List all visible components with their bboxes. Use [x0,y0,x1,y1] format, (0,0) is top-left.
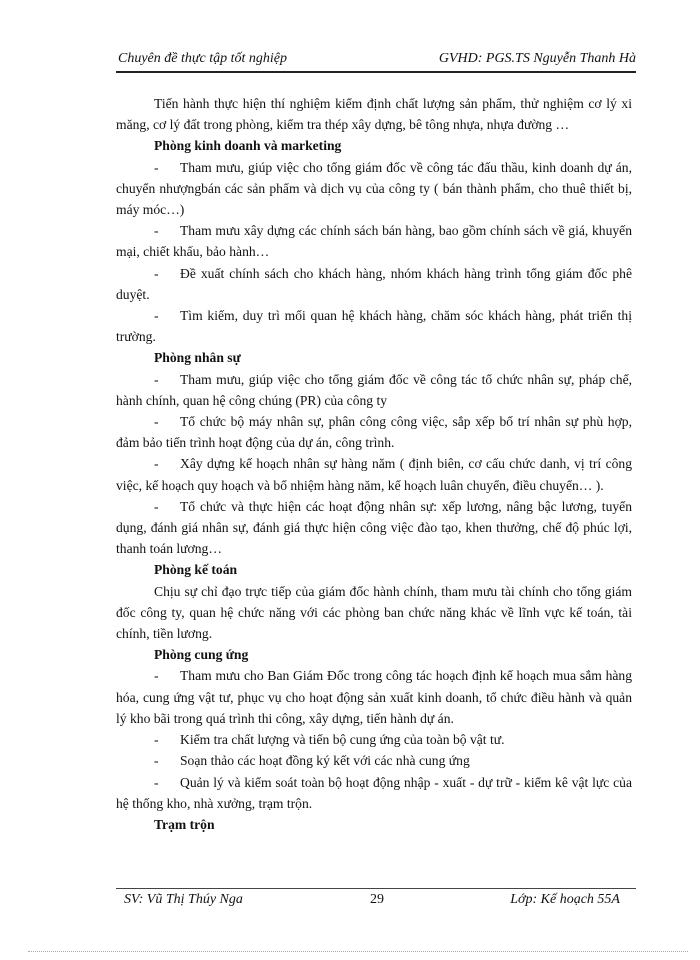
page-break-divider [28,951,688,952]
section-heading-mixing-station: Trạm trộn [154,816,215,832]
list-item-text: Quản lý và kiểm soát toàn bộ hoạt động nhập - xuất - dự trữ - kiểm kê vật lực của hệ thống kho, nhà xưởng, trạm trộn. [116,774,632,811]
list-item-text: Soạn thảo các hoạt đồng ký kết với các nhà cung ứng [180,753,470,769]
list-item [116,305,632,347]
page-number: 29 [370,892,384,907]
list-item-text: Tham mưu xây dựng các chính sách bán hàng, bao gồm chính sách về giá, khuyến mại, chiết khấu, bảo hành… [116,223,632,260]
list-item [116,729,632,750]
footer-class-name: Lớp: Kế hoạch 55A [510,892,620,907]
section-heading-accounting: Phòng kế toán [154,562,238,578]
list-item [116,157,632,221]
list-item [116,369,632,411]
list-item [116,453,632,495]
accounting-paragraph: Chịu sự chỉ đạo trực tiếp của giám đốc hành chính, tham mưu tài chính cho tổng giám đốc công ty, quan hệ chức năng với các phòng ban chức năng khác về lĩnh vực kế toán, tài chính, tiền lương. [116,583,632,642]
dash-bullet: - [154,668,159,684]
list-item-text: Xây dựng kế hoạch nhân sự hàng năm ( định biên, cơ cấu chức danh, vị trí công việc, kế hoạch quy hoạch và bổ nhiệm hàng năm, kế hoạch luân chuyển, điều chuyển… ). [116,456,632,493]
dash-bullet: - [154,414,159,430]
section-heading-procurement: Phòng cung ứng [154,647,249,663]
list-item-text: Tìm kiếm, duy trì mối quan hệ khách hàng, chăm sóc khách hàng, phát triển thị trường. [116,308,632,345]
dash-bullet: - [154,308,159,324]
list-item-text: Tổ chức bộ máy nhân sự, phân công công việc, sắp xếp bố trí nhân sự phù hợp, đảm bảo tiến trình hoạt động của dự án, công trình. [116,414,632,451]
dash-bullet: - [154,371,159,387]
list-item [116,665,632,729]
list-item [116,411,632,453]
list-item-text: Tham mưu, giúp việc cho tổng giám đốc về công tác tổ chức nhân sự, pháp chế, hành chính, quan hệ công chúng (PR) của công ty [116,371,632,408]
list-item-text: Đề xuất chính sách cho khách hàng, nhóm khách hàng trình tổng giám đốc phê duyệt. [116,265,632,302]
list-item-text: Tổ chức và thực hiện các hoạt động nhân sự: xếp lương, nâng bậc lương, tuyển dụng, đánh giá nhân sự, đánh giá thực hiện công việc đào tạo, khen thưởng, chế độ phúc lợi, thanh toán lương… [116,498,632,557]
list-item-text: Kiểm tra chất lượng và tiến bộ cung ứng của toàn bộ vật tư. [180,732,505,748]
list-item [116,220,632,262]
dash-bullet: - [154,753,159,769]
dash-bullet: - [154,456,159,472]
list-item [116,750,632,771]
dash-bullet: - [154,159,159,175]
dash-bullet: - [154,498,159,514]
footer-student-name: SV: Vũ Thị Thúy Nga [124,892,243,907]
section-heading-human-resources: Phòng nhân sự [154,350,241,366]
list-item [116,772,632,814]
page-body [116,93,632,835]
dash-bullet: - [154,223,159,239]
list-item [116,263,632,305]
list-item-text: Tham mưu, giúp việc cho tổng giám đốc về công tác đấu thầu, kinh doanh dự án, chuyển nhượngbán các sản phẩm và dịch vụ của công ty ( bán thành phẩm, cho thuê thiết bị, máy móc…) [116,159,632,218]
page-footer [116,888,636,913]
list-item-text: Tham mưu cho Ban Giám Đốc trong công tác hoạch định kế hoạch mua sắm hàng hóa, cung ứng vật tư, phục vụ cho hoạt động sản xuất kinh doanh, tổ chức điều hành và quản lý kho bãi trong quá trình thi công, xây dựng, tiến hành dự án. [116,668,632,726]
dash-bullet: - [154,774,159,790]
page-header [116,47,636,73]
dash-bullet: - [154,732,159,748]
header-supervisor: GVHD: PGS.TS Nguyễn Thanh Hà [438,51,636,66]
section-heading-sales-marketing: Phòng kinh doanh và marketing [154,138,342,154]
header-document-title: Chuyên đề thực tập tốt nghiệp [118,51,287,66]
intro-paragraph: Tiến hành thực hiện thí nghiệm kiểm định chất lượng sản phẩm, thử nghiệm cơ lý xi măng, cơ lý đất trong phòng, kiểm tra thép xây dựng, bê tông nhựa, nhựa đường … [116,96,632,133]
dash-bullet: - [154,265,159,281]
list-item [116,496,632,560]
